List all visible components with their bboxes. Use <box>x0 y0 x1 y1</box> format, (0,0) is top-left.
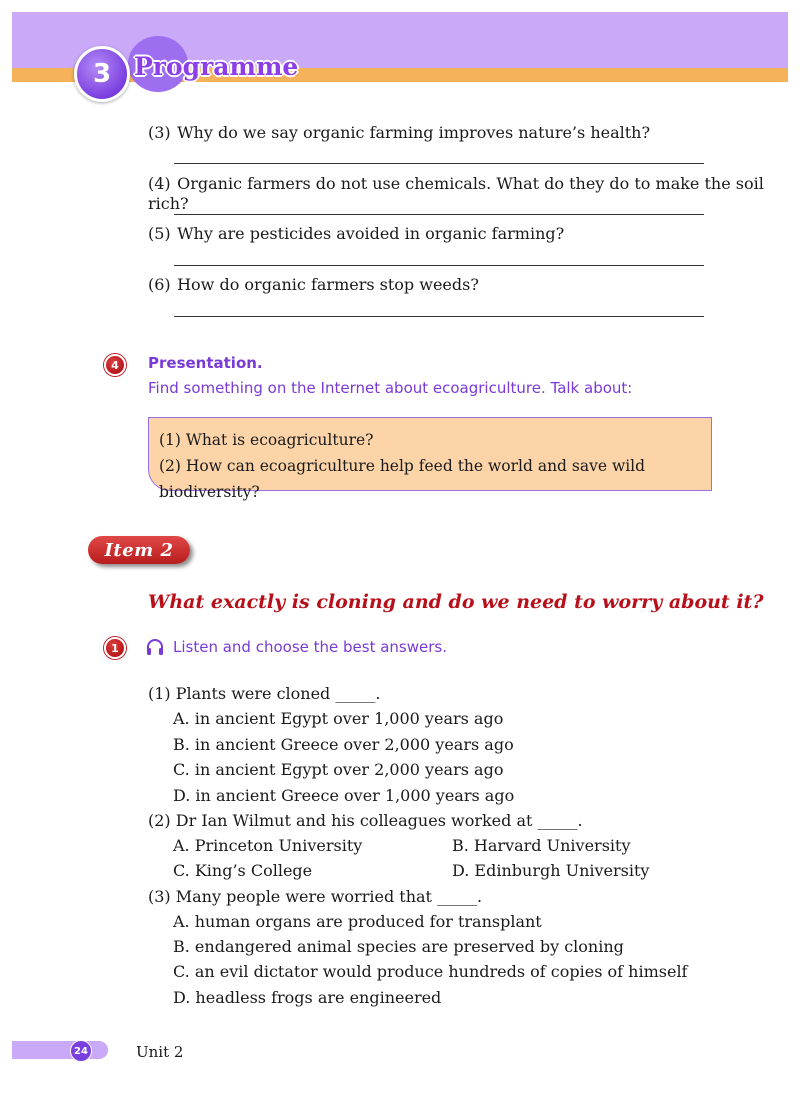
mcq-1-option-d[interactable]: D. in ancient Greece over 1,000 years ago <box>173 786 515 805</box>
mcq-1-option-b[interactable]: B. in ancient Greece over 2,000 years ago <box>173 735 514 754</box>
mcq-2-option-b[interactable]: B. Harvard University <box>452 836 631 855</box>
item-2-label: Item 2 <box>88 536 190 564</box>
presentation-point-2: (2) How can ecoagriculture help feed the world and save wild biodiversity? <box>159 457 646 501</box>
section-title: Programme <box>134 52 299 81</box>
mcq-2-option-a[interactable]: A. Princeton University <box>173 836 363 855</box>
answer-line-6[interactable] <box>174 316 704 317</box>
mcq-2-stem: (2) Dr Ian Wilmut and his colleagues worked at _____. <box>148 811 583 830</box>
mcq-1-stem: (1) Plants were cloned _____. <box>148 684 381 703</box>
presentation-point-1: (1) What is ecoagriculture? <box>159 431 374 449</box>
listening-instruction: Listen and choose the best answers. <box>173 638 447 656</box>
question-4: (4) Organic farmers do not use chemicals. What do they do to make the soil rich? <box>148 174 764 213</box>
question-6: (6) How do organic farmers stop weeds? <box>148 275 479 294</box>
mcq-1-option-c[interactable]: C. in ancient Egypt over 2,000 years ago <box>173 760 504 779</box>
exercise-badge-1: 1 <box>104 637 126 659</box>
exercise-badge-4: 4 <box>104 354 126 376</box>
mcq-2-option-d[interactable]: D. Edinburgh University <box>452 861 650 880</box>
page-number: 24 <box>70 1040 92 1062</box>
question-5: (5) Why are pesticides avoided in organic farming? <box>148 224 565 243</box>
presentation-instruction: Find something on the Internet about ecoagriculture. Talk about: <box>148 379 633 397</box>
mcq-3-stem: (3) Many people were worried that _____. <box>148 887 483 906</box>
presentation-box <box>148 417 712 501</box>
mcq-3-option-b[interactable]: B. endangered animal species are preserved by cloning <box>173 937 624 956</box>
answer-line-4[interactable] <box>174 214 704 215</box>
presentation-heading: Presentation. <box>148 354 263 372</box>
mcq-2-option-c[interactable]: C. King’s College <box>173 861 313 880</box>
answer-line-5[interactable] <box>174 265 704 266</box>
headphones-icon <box>145 637 165 657</box>
question-3: (3) Why do we say organic farming improves nature’s health? <box>148 123 651 142</box>
unit-label: Unit 2 <box>136 1043 184 1061</box>
section-number-badge: 3 <box>74 46 130 102</box>
mcq-1-option-a[interactable]: A. in ancient Egypt over 1,000 years ago <box>173 709 504 728</box>
mcq-3-option-c[interactable]: C. an evil dictator would produce hundreds of copies of himself <box>173 962 688 981</box>
mcq-3-option-d[interactable]: D. headless frogs are engineered <box>173 988 442 1007</box>
mcq-3-option-a[interactable]: A. human organs are produced for transplant <box>173 912 542 931</box>
item-2-title: What exactly is cloning and do we need to worry about it? <box>148 591 764 613</box>
answer-line-3[interactable] <box>174 163 704 164</box>
footer-bar <box>12 1041 108 1059</box>
